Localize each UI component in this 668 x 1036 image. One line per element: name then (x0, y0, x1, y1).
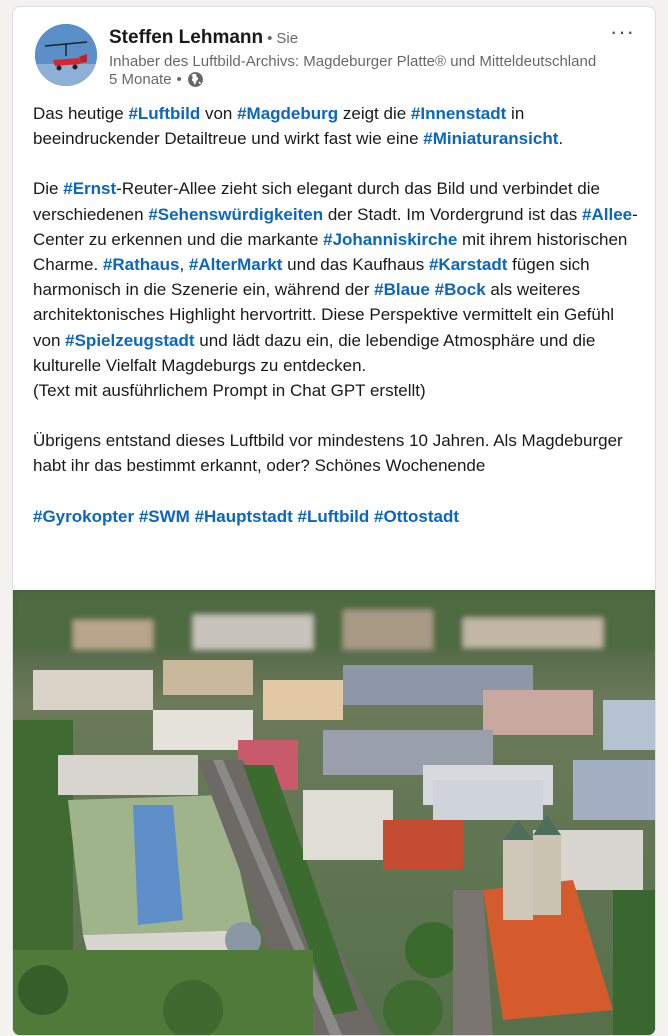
text: als weiteres architektonisches Highlight hervortritt. Diese Perspektive vermittelt ein Gefühl von (33, 280, 615, 350)
text: zeigt die (338, 104, 411, 123)
text: Das heutige (33, 104, 129, 123)
hashtag-swm[interactable]: #SWM (138, 506, 190, 526)
hashtag-sehenswuerdigkeiten[interactable]: #Sehenswürdigkeiten (148, 204, 324, 224)
hashtag-luftbild[interactable]: #Luftbild (128, 104, 201, 123)
post-card (12, 6, 656, 1036)
hashtag-ernst[interactable]: #Ernst (63, 179, 117, 199)
more-options-icon[interactable]: ··· (610, 19, 635, 44)
paragraph-1 (33, 101, 638, 151)
author-headline: Inhaber des Luftbild-Archivs: Magdeburger Platte® und Mitteldeutschland (109, 53, 597, 70)
hashtag-magdeburg[interactable]: #Magdeburg (237, 104, 339, 123)
paragraph-3: Übrigens entstand dieses Luftbild vor mindestens 10 Jahren. Als Magdeburger habt ihr das bestimmt erkannt, oder? Schönes Wochenende (33, 431, 623, 476)
hashtag-altermarkt[interactable]: #AlterMarkt (188, 255, 283, 275)
text: der Stadt. Im Vordergrund ist das (323, 204, 583, 224)
author-avatar[interactable] (35, 24, 97, 86)
text: und das Kaufhaus (282, 255, 429, 275)
author-name[interactable]: Steffen Lehmann (109, 27, 264, 48)
post-time: 5 Monate (109, 71, 172, 88)
text: von (200, 104, 238, 123)
aerial-photo-magdeburg (13, 590, 655, 1036)
text: fügen sich harmonisch in die Szenerie ein, während der (33, 255, 590, 300)
hashtag-innenstadt[interactable]: #Innenstadt (410, 104, 507, 123)
text: , (179, 255, 189, 275)
meta-separator: • (176, 71, 182, 88)
hashtag-blaue[interactable]: #Blaue (374, 280, 430, 300)
paragraph-2 (33, 176, 638, 378)
hashtag-allee[interactable]: #Allee (582, 204, 633, 224)
post-image[interactable] (13, 590, 655, 1036)
hashtag-luftbild-2[interactable]: #Luftbild (297, 506, 370, 526)
you-label: Sie (276, 30, 299, 47)
gyrocopter-avatar-icon (35, 24, 97, 86)
hashtag-miniaturansicht[interactable]: #Miniaturansicht (423, 129, 559, 149)
text: mit ihrem historischen Charme. (33, 229, 628, 275)
hashtag-bock[interactable]: #Bock (434, 280, 486, 300)
hashtag-hauptstadt[interactable]: #Hauptstadt (194, 506, 293, 526)
hashtag-rathaus[interactable]: #Rathaus (102, 255, 180, 275)
hashtag-ottostadt[interactable]: #Ottostadt (374, 506, 460, 526)
text: und lädt dazu ein, die lebendige Atmosphäre und die kulturelle Vielfalt Magdeburgs zu entdecken. (33, 330, 596, 375)
name-separator: • (267, 30, 273, 47)
globe-icon (187, 71, 204, 88)
post-meta (109, 71, 204, 88)
text: in beeindruckender Detailtreue und wirkt fast wie eine (33, 104, 525, 149)
text: -Reuter-Allee zieht sich elegant durch das Bild und verbindet die verschiedenen (33, 179, 600, 224)
hashtag-johanniskirche[interactable]: #Johanniskirche (323, 229, 458, 249)
hashtag-line (33, 504, 638, 529)
post-header (13, 7, 655, 91)
post-text (33, 101, 638, 529)
text: . (558, 129, 564, 149)
text: -Center zu erkennen und die markante (33, 204, 638, 249)
hashtag-spielzeugstadt[interactable]: #Spielzeugstadt (65, 330, 195, 350)
hashtag-karstadt[interactable]: #Karstadt (428, 255, 508, 275)
text: Die (33, 179, 64, 199)
author-line (109, 27, 298, 49)
paragraph-2-note: (Text mit ausführlichem Prompt in Chat GPT erstellt) (33, 381, 426, 401)
hashtag-gyrokopter[interactable]: #Gyrokopter (33, 506, 135, 526)
